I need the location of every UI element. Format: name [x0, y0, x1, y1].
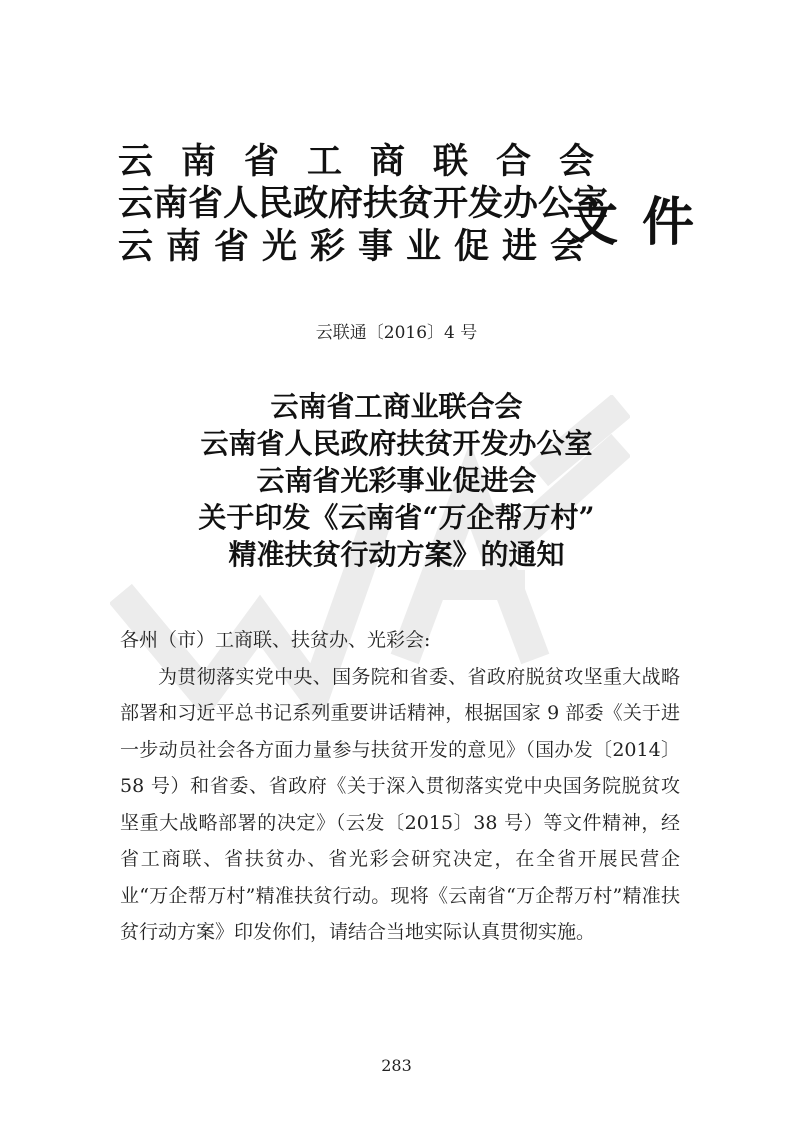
title-line: 云南省光彩事业促进会: [256, 464, 537, 497]
header-org-1: 云南省工商联合会: [118, 141, 623, 182]
document-number: 云联通〔2016〕4 号: [315, 323, 478, 343]
document-body: [120, 622, 680, 951]
title-line: 云南省人民政府扶贫开发办公室: [200, 427, 593, 460]
header-org-3: 云南省光彩事业促进会: [118, 226, 599, 267]
header-org-2: 云南省人民政府扶贫开发办公室: [118, 183, 609, 224]
document-title: [0, 388, 793, 573]
title-line: 关于印发《云南省“万企帮万村”: [198, 501, 595, 534]
header-doc-label: 文件: [566, 192, 719, 253]
page-number: 283: [381, 1056, 412, 1075]
salutation: 各州（市）工商联、扶贫办、光彩会:: [120, 629, 431, 651]
body-paragraph: 为贯彻落实党中央、国务院和省委、省政府脱贫攻坚重大战略部署和习近平总书记系列重要讲话精神，根据国家 9 部委《关于进一步动员社会各方面力量参与扶贫开发的意见》（国办发〔2014〕58 号）和省委、省政府《关于深入贯彻落实党中央国务院脱贫攻坚重大战略部署的决定》（云发〔2015〕38 号）等文件精神，经省工商联、省扶贫办、省光彩会研究决定，在全省开展民营企业“万企帮万村”精准扶贫行动。现将《云南省“万企帮万村”精准扶贫行动方案》印发你们，请结合当地实际认真贯彻实施。: [120, 665, 680, 943]
title-line: 精准扶贫行动方案》的通知: [228, 538, 565, 571]
document-header: [118, 142, 718, 272]
title-line: 云南省工商业联合会: [270, 390, 523, 423]
